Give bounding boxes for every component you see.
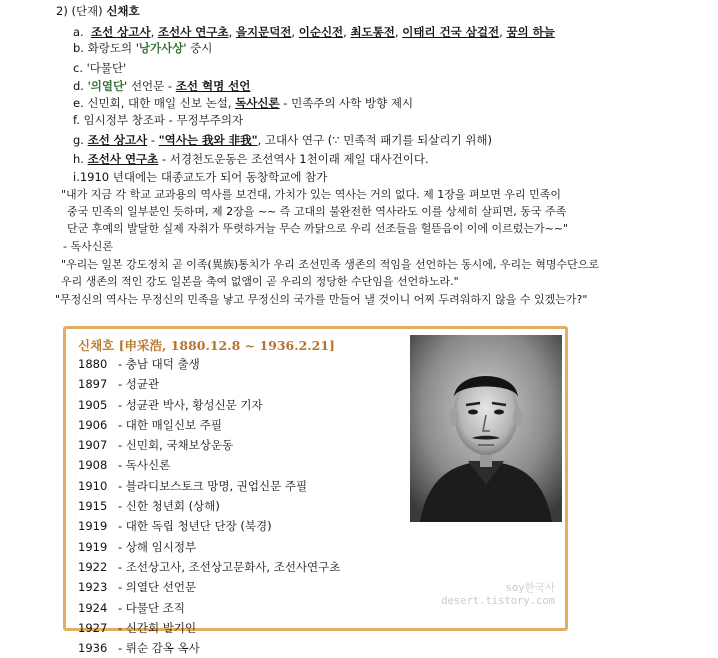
timeline-year: 1924 xyxy=(78,600,108,615)
timeline-year: 1906 xyxy=(78,417,108,432)
work-title: 꿈의 하늘 xyxy=(506,25,555,39)
item-d: d. '의열단' 선언문 - 조선 혁명 선언 xyxy=(73,79,251,93)
watermark: soy한국사 desert.tistory.com xyxy=(441,582,555,607)
quote-line: "내가 지금 각 학교 교과용의 역사를 보건대, 가치가 있는 역사는 거의 없다. 제 1장을 펴보면 우리 민족이 xyxy=(61,188,562,201)
separator: , xyxy=(499,25,507,39)
timeline-year: 1927 xyxy=(78,620,108,635)
timeline-row xyxy=(78,415,378,435)
timeline-row xyxy=(78,354,378,374)
timeline-row xyxy=(78,516,378,536)
timeline-year: 1905 xyxy=(78,397,108,412)
timeline-event: - 신한 청년회 (상해) xyxy=(118,499,220,514)
timeline-event: - 충남 대덕 출생 xyxy=(118,357,200,371)
timeline-row xyxy=(78,374,378,394)
works-list xyxy=(91,25,555,39)
key-term-underlined: 조선 혁명 선언 xyxy=(175,79,251,93)
key-term: 의열단 xyxy=(90,79,125,93)
timeline-row xyxy=(78,537,378,557)
timeline-event: - 신간회 발기인 xyxy=(118,620,197,635)
work-title: 이태리 건국 삼걸전 xyxy=(402,25,500,39)
quote-line: "무정신의 역사는 무정신의 민족을 낳고 무정신의 국가를 만들어 낼 것이니 어찌 두려워하지 않을 수 있겠는가?" xyxy=(55,293,588,306)
timeline-row xyxy=(78,557,378,577)
timeline-row xyxy=(78,395,378,415)
timeline-year: 1919 xyxy=(78,519,108,534)
timeline-year: 1919 xyxy=(78,539,108,554)
timeline-event: - 대한 독립 청년단 단장 (북경) xyxy=(118,519,272,534)
work-title: 조선 상고사 xyxy=(91,25,151,39)
timeline-row xyxy=(78,476,378,496)
item-e: e. 신민회, 대한 매일 신보 논설, 독사신론 - 민족주의 사학 방향 제시 xyxy=(73,96,414,110)
timeline-year: 1907 xyxy=(78,438,108,453)
biography-box xyxy=(63,326,568,656)
quote-line: 우리 생존의 적인 강도 일본을 축여 없앰이 곧 우리의 정당한 수단임을 선언하노라." xyxy=(61,275,459,288)
work-title: 최도통전 xyxy=(350,25,395,39)
timeline-year: 1897 xyxy=(78,377,108,392)
timeline-event: - 조선상고사, 조선상고문화사, 조선사연구초 xyxy=(118,559,341,574)
timeline-row xyxy=(78,638,378,658)
portrait-illustration xyxy=(410,335,562,522)
timeline-list xyxy=(78,354,378,658)
timeline-year: 1936 xyxy=(78,641,108,656)
separator: , xyxy=(343,25,351,39)
item-b: b. 화랑도의 '낭가사상' 중시 xyxy=(73,41,213,55)
timeline-row xyxy=(78,496,378,516)
bio-title: 신채호 [申采浩, 1880.12.8 ~ 1936.2.21] xyxy=(78,338,335,353)
timeline-event: - 상해 임시정부 xyxy=(118,539,197,554)
timeline-year: 1923 xyxy=(78,580,108,595)
timeline-row xyxy=(78,455,378,475)
timeline-year: 1908 xyxy=(78,458,108,473)
item-g: g. 조선 상고사 - "역사는 我와 非我", 고대사 연구 (∵ 민족적 패기를 되살리기 위해) xyxy=(73,133,492,147)
timeline-event: - 신민회, 국채보상운동 xyxy=(118,438,234,453)
key-term-underlined: 조선 상고사 xyxy=(87,133,148,147)
quote-line: "우리는 일본 강도정치 곧 이족(異族)통치가 우리 조선민족 생존의 적임을 선언하는 동시에, 우리는 혁명수단으로 xyxy=(61,258,600,271)
timeline-year: 1922 xyxy=(78,559,108,574)
item-f: f. 임시정부 창조파 - 무정부주의자 xyxy=(73,113,244,127)
timeline-event: - 다물단 조직 xyxy=(118,600,186,615)
timeline-event: - 블라디보스토크 망명, 권업신문 주필 xyxy=(118,478,308,493)
timeline-row xyxy=(78,435,378,455)
heading-name: 신채호 xyxy=(106,4,140,18)
timeline-year: 1915 xyxy=(78,499,108,514)
timeline-row xyxy=(78,598,378,618)
work-title: 이순신전 xyxy=(298,25,344,39)
key-term-underlined: 독사신론 xyxy=(235,96,280,110)
quote-line: 단군 후예의 발달한 실제 자취가 뚜렷하거늘 무슨 까닭으로 우리 선조들을 헐뜯음이 이에 이르렀는가~~" xyxy=(67,222,569,235)
separator: , xyxy=(291,25,299,39)
timeline-event: - 대한 매일신보 주필 xyxy=(118,417,222,432)
item-c: c. '다물단' xyxy=(73,61,127,75)
section-heading: 2) (단재) 신채호 xyxy=(56,4,140,18)
timeline-event: - 성균관 박사, 황성신문 기자 xyxy=(118,397,263,412)
separator: , xyxy=(228,25,236,39)
item-i: i.1910 년대에는 대종교도가 되어 동창학교에 참가 xyxy=(73,170,328,184)
key-term: 낭가사상 xyxy=(138,41,184,55)
key-term-underlined: 조선사 연구초 xyxy=(87,152,159,166)
work-title: 조선사 연구초 xyxy=(157,25,229,39)
timeline-event: - 뤼순 감옥 옥사 xyxy=(118,641,200,656)
portrait-photo xyxy=(410,335,562,522)
item-a: a. 조선 상고사, 조선사 연구초, 을지문덕전, 이순신전, 최도통전, 이태리 건국 삼걸전, 꿈의 하늘 xyxy=(73,25,555,39)
timeline-event: - 독사신론 xyxy=(118,458,171,473)
separator: , xyxy=(394,25,403,39)
timeline-row xyxy=(78,618,378,638)
timeline-year: 1910 xyxy=(78,478,108,493)
quote-source: - 독사신론 xyxy=(63,240,113,253)
quote-line: 중국 민족의 일부분인 듯하며, 제 2장을 ~~ 즉 고대의 불완전한 역사라도 이를 상세히 살피면, 동국 주족 xyxy=(67,205,567,218)
item-h: h. 조선사 연구초 - 서경천도운동은 조선역사 1천이래 제일 대사건이다. xyxy=(73,152,429,166)
work-title: 을지문덕전 xyxy=(235,25,292,39)
separator: , xyxy=(150,25,158,39)
timeline-year: 1880 xyxy=(78,357,108,371)
key-quote-underlined: "역사는 我와 非我" xyxy=(158,133,258,147)
timeline-row xyxy=(78,577,378,597)
timeline-event: - 성균관 xyxy=(118,377,160,392)
timeline-event: - 의열단 선언문 xyxy=(118,580,197,595)
